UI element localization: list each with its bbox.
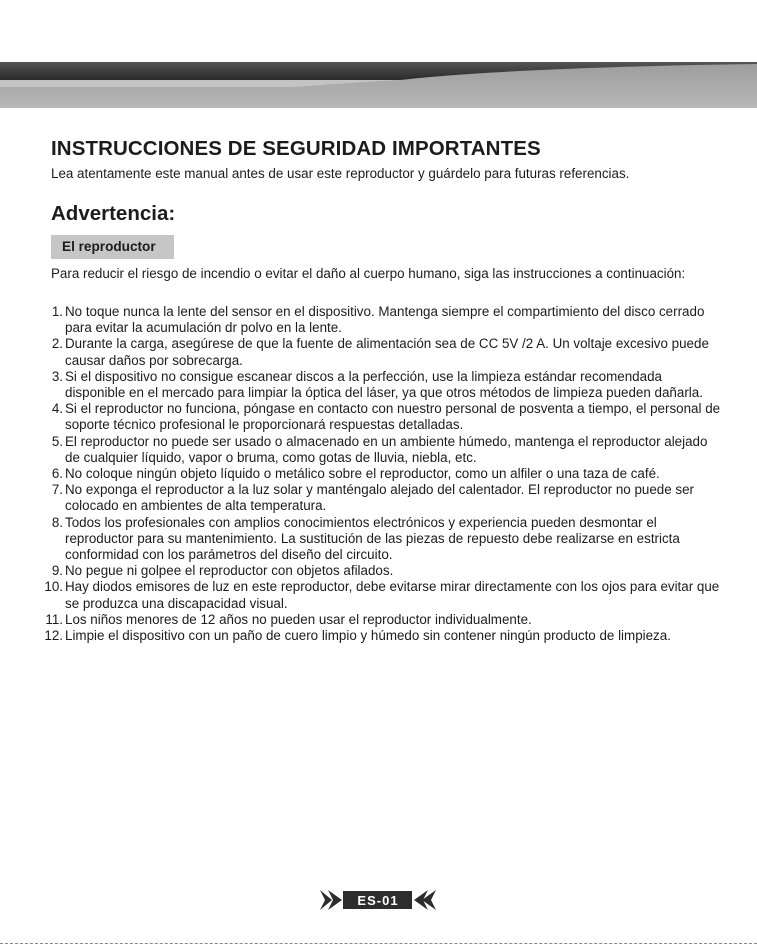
item-text: Hay diodos emisores de luz en este reproductor, debe evitarse mirar directamente con los ojos para evitar que se produzca una discapacidad visual. [65, 579, 720, 611]
item-text: Durante la carga, asegúrese de que la fuente de alimentación sea de CC 5V /2 A. Un voltaje excesivo puede causar daños por sobrecarga. [65, 336, 709, 368]
page-title: INSTRUCCIONES DE SEGURIDAD IMPORTANTES [51, 137, 541, 160]
list-item [35, 466, 725, 482]
list-item [35, 304, 725, 336]
item-number: 7. [51, 482, 63, 498]
warning-list [35, 304, 725, 644]
item-number: 4. [51, 401, 63, 417]
item-text: Limpie el dispositivo con un paño de cuero limpio y húmedo sin contener ningún producto de limpieza. [65, 628, 671, 644]
page-number: ES-01 [357, 893, 399, 908]
item-number: 10. [44, 579, 63, 595]
item-text: Si el reproductor no funciona, póngase en contacto con nuestro personal de posventa a tiempo, el personal de soporte técnico profesional le proporcionará respuestas detalladas. [65, 401, 721, 433]
item-number: 11. [45, 611, 63, 627]
warning-heading: Advertencia: [51, 202, 176, 225]
section-tag: El reproductor [51, 235, 174, 259]
list-item [35, 401, 725, 433]
bottom-divider [0, 943, 757, 944]
item-number: 3. [51, 368, 63, 384]
item-text: Si el dispositivo no consigue escanear discos a la perfección, use la limpieza estándar recomendada disponible en el mercado para limpiar la óptica del láser, ya que otros métodos de limpieza pueden dañarla. [65, 368, 703, 401]
item-text: No pegue ni golpee el reproductor con objetos afilados. [65, 563, 394, 579]
list-item [35, 612, 725, 628]
list-item [35, 369, 725, 401]
item-text: Todos los profesionales con amplios conocimientos electrónicos y experiencia pueden desmontar el reproductor para su mantenimiento. La sustitución de las piezas de repuesto debe realizarse en estricta conformidad con los parámetros del diseño del circuito. [65, 514, 680, 563]
list-item [35, 563, 725, 579]
item-number: 9. [51, 563, 63, 579]
list-item [35, 628, 725, 644]
item-number: 12. [44, 628, 63, 644]
item-text: El reproductor no puede ser usado o almacenado en un ambiente húmedo, mantenga el reproductor alejado de cualquier líquido, vapor o bruma, como gotas de lluvia, niebla, etc. [65, 433, 708, 465]
lead-paragraph: Para reducir el riesgo de incendio o evitar el daño al cuerpo humano, siga las instrucciones a continuación: [51, 266, 686, 281]
item-text: No coloque ningún objeto líquido o metálico sobre el reproductor, como un alfiler o una taza de café. [65, 466, 660, 482]
item-text: Los niños menores de 12 años no pueden usar el reproductor individualmente. [65, 611, 532, 627]
list-item [35, 434, 725, 466]
list-item [35, 579, 725, 611]
item-number: 8. [51, 514, 63, 530]
item-text: No exponga el reproductor a la luz solar y manténgalo alejado del calentador. El reproductor no puede ser colocado en ambientes de alta temperatura. [65, 482, 695, 514]
item-number: 1. [51, 304, 63, 319]
item-number: 5. [51, 433, 63, 449]
list-item [35, 482, 725, 514]
item-number: 6. [51, 466, 63, 482]
intro-text: Lea atentamente este manual antes de usar este reproductor y guárdelo para futuras referencias. [51, 166, 630, 181]
list-item [35, 336, 725, 368]
item-text: No toque nunca la lente del sensor en el dispositivo. Mantenga siempre el compartimiento del disco cerrado para evitar la acumulación dr polvo en la lente. [65, 304, 705, 336]
item-number: 2. [51, 336, 63, 352]
header-band [0, 62, 757, 108]
list-item [35, 515, 725, 564]
